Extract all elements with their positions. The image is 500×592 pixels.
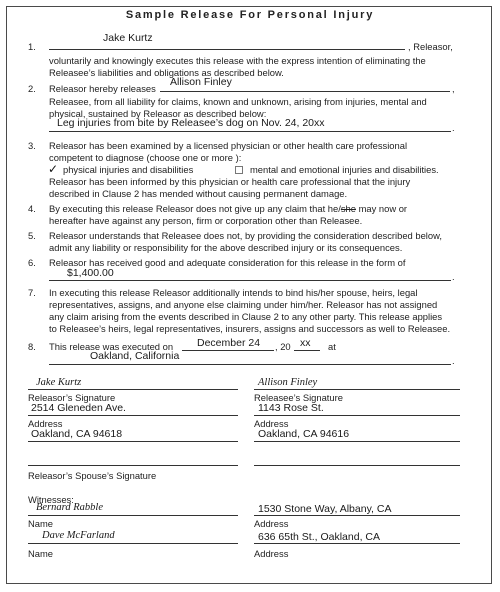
witness-2-name-line [28,543,238,544]
clause-5-line-1: Releasor understands that Releasee does not, by providing the consideration described below, [49,230,442,241]
clause-1-line-2: voluntarily and knowingly executes this release with the express intention of eliminating the [49,55,426,66]
witness-2-address-line [254,543,460,544]
clause-2-prefix: Releasor hereby releases [49,83,156,94]
clause-3-line-2: competent to diagnose (choose one or more ): [49,152,242,163]
execution-place-line [49,364,451,365]
checkmark-icon: ✓ [48,162,59,176]
witness-1-signature: Bernard Rabble [36,502,103,513]
option-physical-label: physical injuries and disabilities [63,164,194,175]
releasee-signature: Allison Finley [258,377,318,388]
clause-6-line-1: Releasor has received good and adequate consideration for this release in the form of [49,257,406,268]
clause-6-number: 6. [28,257,36,268]
injury-description-line [49,131,451,132]
witness-1-address-line [254,515,460,516]
mental-option-checkbox[interactable] [235,166,243,174]
witness-1-name-line [28,515,238,516]
consideration-amount-entry: $1,400.00 [67,267,114,279]
clause-5-number: 5. [28,230,36,241]
releasee-signature-line [254,389,460,390]
execution-date-line [182,350,274,351]
clause-7-line-1: In executing this release Releasor additionally intends to bind his/her spouse, heirs, legal [49,287,418,298]
releasor-street-entry: 2514 Gleneden Ave. [31,402,126,414]
releasor-address-label: Address [28,418,63,429]
clause-3-number: 3. [28,140,36,151]
clause-2-suffix: , [452,83,455,94]
spouse-extra-line [254,465,460,466]
clause-1-number: 1. [28,41,36,52]
option-mental-label: mental and emotional injuries and disabilities. [250,164,439,175]
releasee-address-label: Address [254,418,289,429]
witness-2-address-label: Address [254,548,289,559]
clause-1-line-3: Releasee’s liabilities and obligations as described below. [49,67,284,78]
witness-2-name-label: Name [28,548,54,559]
releasor-city-line [28,441,238,442]
clause-4-line-1: By executing this release Releasor does not give up any claim that he/she may now or [49,203,408,214]
clause-7-line-3: any claim arising from the events described in Clause 2 to any other party. This release applies [49,311,443,322]
clause-1-suffix: , Releasor, [408,41,453,52]
releasee-name-line [160,91,450,92]
clause-8-at: at [328,341,336,352]
consideration-line [49,280,451,281]
clause-8-prefix: This release was executed on [49,341,174,352]
clause-7-line-2: representatives, assigns, and anyone else claiming under him/her. Releasor has not assigned [49,299,438,310]
execution-place-entry: Oakland, California [90,350,180,362]
witness-2-signature: Dave McFarland [42,530,115,541]
releasee-street-line [254,415,460,416]
spouse-signature-label: Releasor’s Spouse’s Signature [28,470,157,481]
releasor-name-entry: Jake Kurtz [103,32,153,44]
releasee-city-line [254,441,460,442]
clause-8-end: . [452,355,455,366]
clause-2-number: 2. [28,83,36,94]
witness-1-address-entry: 1530 Stone Way, Albany, CA [258,503,392,515]
clause-7-number: 7. [28,287,36,298]
struck-pronoun: she [340,203,356,214]
witnesses-label: Witnesses: [28,494,74,505]
releasor-signature-line [28,389,238,390]
clause-8-year-prefix: , 20 [275,341,291,352]
clause-8-number: 8. [28,341,36,352]
execution-date-entry: December 24 [197,337,261,349]
execution-year-line [294,350,320,351]
releasor-signature-label: Releasor’s Signature [28,392,116,403]
spouse-signature-line [28,465,238,466]
clause-2-line-3: physical, sustained by Releasor as described below: [49,108,267,119]
releasor-street-line [28,415,238,416]
clause-3-line-5: described in Clause 2 has mended without causing permanent damage. [49,188,348,199]
releasee-name-entry: Allison Finley [170,76,232,88]
clause-2-line-2: Releasee, from all liability for claims, known and unknown, arising from injuries, mental and [49,96,427,107]
clause-3-line-1: Releasor has been examined by a licensed physician or other health care professional [49,140,408,151]
clause-5-line-2: admit any liability or responsibility for the above described injury or its consequences. [49,242,403,253]
witness-1-name-label: Name [28,518,54,529]
releasee-signature-label: Releasee’s Signature [254,392,343,403]
releasor-signature: Jake Kurtz [36,377,82,388]
witness-2-address-entry: 636 65th St., Oakland, CA [258,531,380,543]
form-title: Sample Release For Personal Injury [125,9,375,21]
releasor-city-entry: Oakland, CA 94618 [31,428,123,440]
clause-6-end: . [452,271,455,282]
clause-7-line-4: to Releasee’s heirs, legal representatives, insurers, assigns and successors as well to Releasee. [49,323,451,334]
releasee-street-entry: 1143 Rose St. [258,402,324,414]
clause-2-injury-end: . [452,122,455,133]
releasor-name-line [49,49,405,50]
clause-4-number: 4. [28,203,36,214]
execution-year-entry: xx [300,337,311,349]
witness-1-address-label: Address [254,518,289,529]
clause-3-line-4: Releasor has been informed by this physician or health care professional that the injury [49,176,411,187]
clause-4-line-2: hereafter have against any person, firm or corporation other than Releasee. [49,215,363,226]
releasee-city-entry: Oakland, CA 94616 [258,428,350,440]
injury-description-entry: Leg injuries from bite by Releasee’s dog on Nov. 24, 20xx [57,117,325,129]
